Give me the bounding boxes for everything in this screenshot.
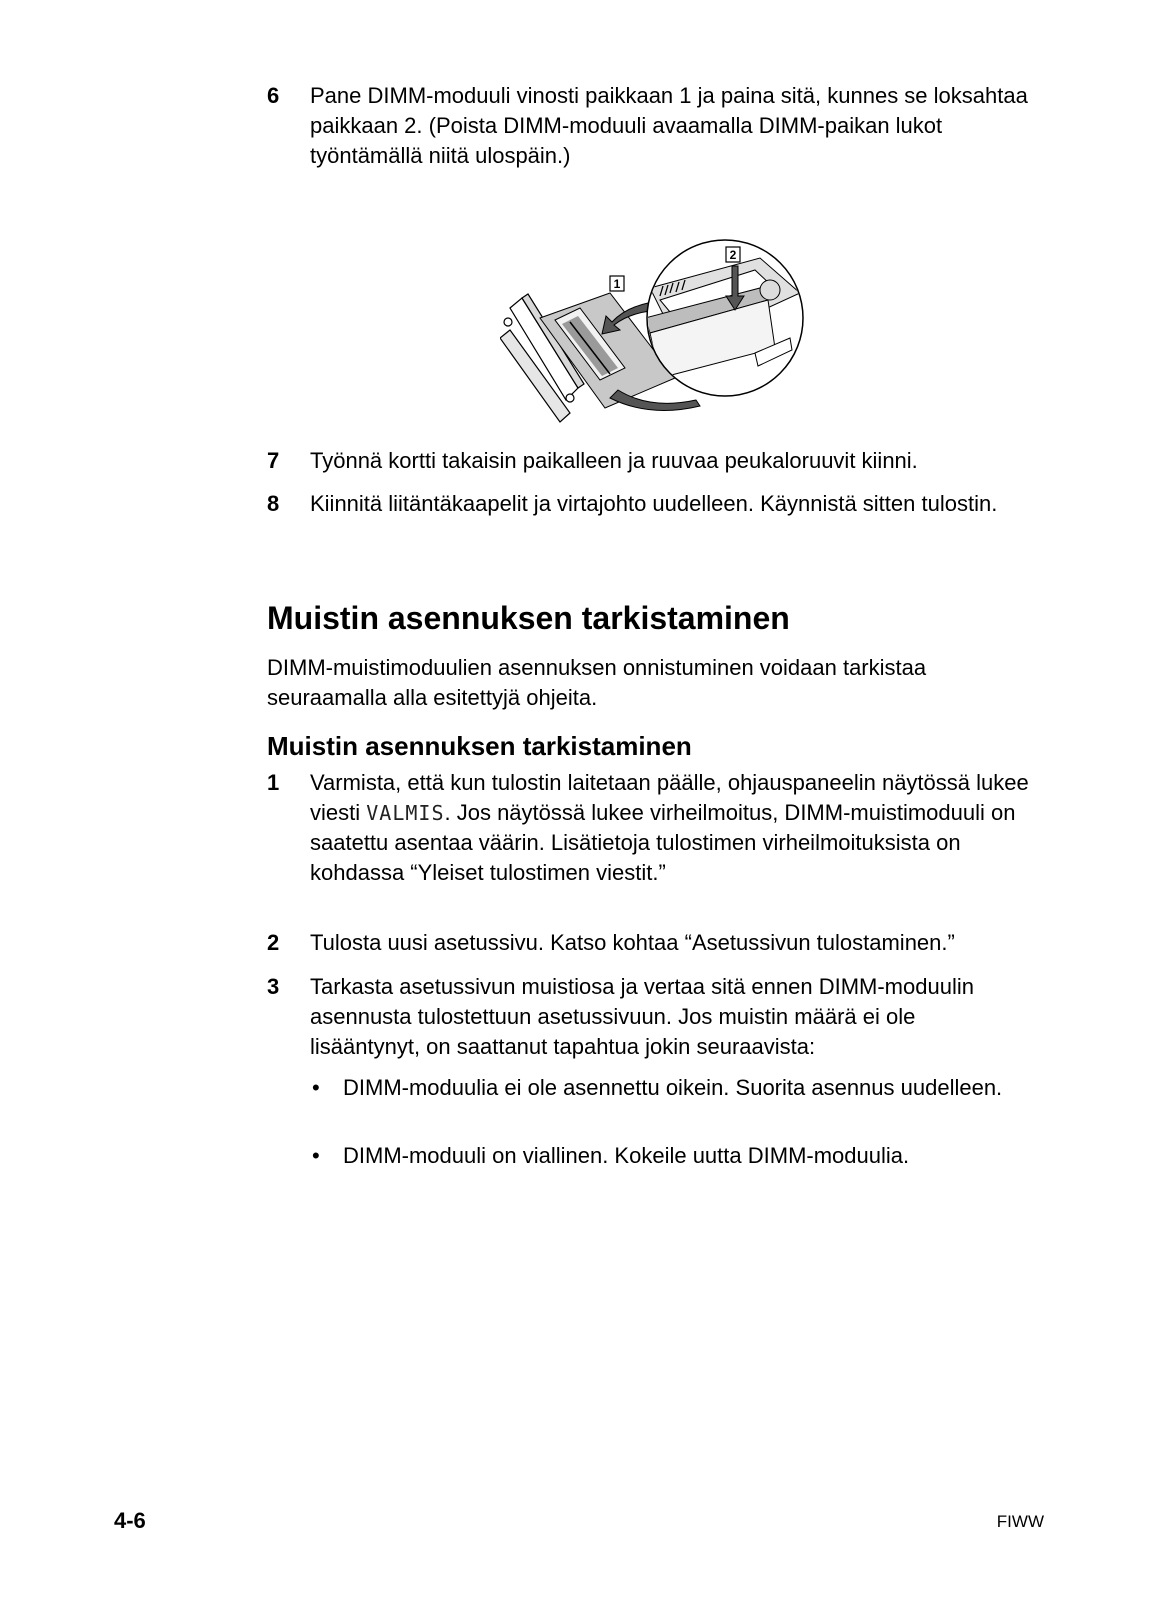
- callout-1-label: 1: [613, 277, 621, 291]
- step-number: 1: [267, 770, 280, 795]
- step-number: 8: [267, 491, 280, 516]
- page-number: 4-6: [114, 1508, 146, 1533]
- intro-paragraph: DIMM-muistimoduulien asennuksen onnistuminen voidaan tarkistaa seuraamalla alla esitettyjä ohjeita.: [267, 655, 927, 710]
- step-number: 3: [267, 974, 280, 999]
- step-text: Tarkasta asetussivun muistiosa ja vertaa sitä ennen DIMM-moduulin asennusta tulostettuun asetussivuun. Jos muistin määrä ei ole lisääntynyt, on saattanut tapahtua jokin seuraavista:: [310, 974, 974, 1059]
- section-title: Muistin asennuksen tarkistaminen: [267, 600, 790, 636]
- step-text-before: Varmista, että kun tulostin laitetaan päälle, ohjauspaneelin näytössä lukee viesti: [310, 770, 1029, 825]
- bullet-dot: •: [312, 1143, 320, 1168]
- step-text: Pane DIMM-moduuli vinosti paikkaan 1 ja paina sitä, kunnes se loksahtaa paikkaan 2. (Poista DIMM-moduuli avaamalla DIMM-paikan lukot työntämällä niitä ulospäin.): [310, 83, 1028, 168]
- dimm-install-illustration: [500, 238, 820, 438]
- step-text: [310, 768, 1030, 888]
- step-text: Tulosta uusi asetussivu. Katso kohtaa “Asetussivun tulostaminen.”: [310, 930, 955, 955]
- bullet-dot: •: [312, 1075, 320, 1100]
- subsection-title: Muistin asennuksen tarkistaminen: [267, 731, 692, 761]
- step-text: Kiinnitä liitäntäkaapelit ja virtajohto uudelleen. Käynnistä sitten tulostin.: [310, 491, 998, 516]
- step-text-after: . Jos näytössä lukee virheilmoitus, DIMM-muistimoduuli on saatettu asentaa väärin. Lisätietoja tulostimen virheilmoituksista on kohdassa “Yleiset tulostimen viestit.”: [310, 800, 1016, 885]
- step-number: 6: [267, 83, 280, 108]
- document-code: FIWW: [996, 1512, 1044, 1531]
- step-number: 7: [267, 448, 280, 473]
- step-number: 2: [267, 930, 280, 955]
- magnify-arrow: [610, 390, 700, 411]
- bullet-text: DIMM-moduulia ei ole asennettu oikein. Suorita asennus uudelleen.: [343, 1075, 1003, 1100]
- lcd-message: VALMIS: [366, 801, 445, 825]
- callout-2-label: 2: [729, 248, 737, 262]
- bullet-text: DIMM-moduuli on viallinen. Kokeile uutta DIMM-moduulia.: [343, 1143, 910, 1168]
- step-text: Työnnä kortti takaisin paikalleen ja ruuvaa peukaloruuvit kiinni.: [310, 448, 918, 473]
